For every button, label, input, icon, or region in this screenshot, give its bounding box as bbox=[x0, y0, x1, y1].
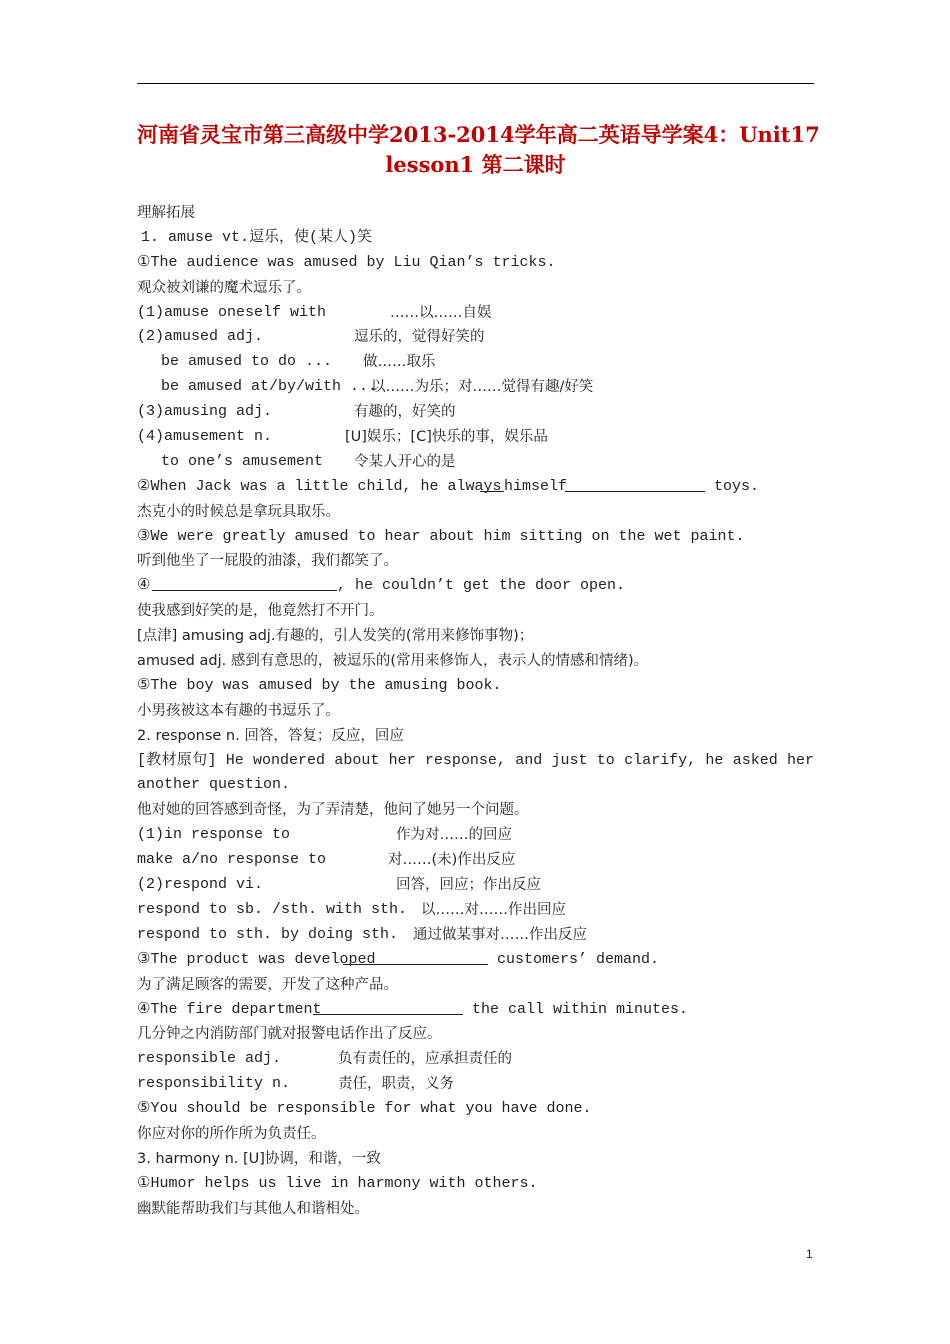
page-title bbox=[137, 120, 820, 180]
translation: 杰克小的时候总是拿玩具取乐。 bbox=[137, 503, 340, 520]
vocab-heading: 2. response n. 回答，答复；反应，回应 bbox=[137, 727, 404, 744]
translation: 为了满足顾客的需要，开发了这种产品。 bbox=[137, 976, 398, 993]
translation: 几分钟之内消防部门就对报警电话作出了反应。 bbox=[137, 1026, 442, 1043]
phrase-row: (3)amusing adj. 有趣的，好笑的 bbox=[137, 403, 456, 421]
translation: 观众被刘谦的魔术逗乐了。 bbox=[137, 279, 311, 296]
textbook-quote: [教材原句] He wondered about her response, and just to clarify, he asked her bbox=[137, 751, 814, 769]
vocab-heading: 3. harmony n. [U]协调，和谐，一致 bbox=[137, 1150, 381, 1167]
phrase-row: respond to sth. by doing sth. 通过做某事对……作出反应 bbox=[137, 925, 587, 943]
phrase-row: (1)in response to 作为对……的回应 bbox=[137, 826, 512, 844]
translation: 小男孩被这本有趣的书逗乐了。 bbox=[137, 702, 340, 719]
page-number: 1 bbox=[806, 1247, 813, 1261]
example-sentence: ①The audience was amused by Liu Qian’s tricks. bbox=[137, 253, 556, 271]
note: [点津] amusing adj.有趣的，引人发笑的(常用来修饰事物)； bbox=[137, 628, 534, 645]
document-body bbox=[137, 201, 817, 1222]
phrase-row: to one’s amusement 令某人开心的是 bbox=[161, 452, 456, 470]
title-line-2: lesson1 第二课时 bbox=[385, 152, 566, 177]
textbook-quote-cont: another question. bbox=[137, 776, 291, 794]
phrase-row: be amused at/by/with ... 以……为乐；对……觉得有趣/好笑 bbox=[161, 378, 594, 396]
header-rule bbox=[137, 83, 814, 84]
answer-blank bbox=[480, 475, 504, 492]
exercise-sentence: ④ , he couldn’t get the door open. bbox=[137, 574, 817, 599]
translation: 他对她的回答感到奇怪，为了弄清楚，他问了她另一个问题。 bbox=[137, 802, 529, 819]
example-sentence: ③We were greatly amused to hear about him sitting on the wet paint. bbox=[137, 527, 745, 545]
answer-blank bbox=[313, 998, 463, 1015]
title-line-1: 河南省灵宝市第三高级中学2013-2014学年高二英语导学案4：Unit17 bbox=[137, 122, 820, 147]
answer-blank bbox=[152, 574, 337, 591]
translation: 幽默能帮助我们与其他人和谐相处。 bbox=[137, 1200, 369, 1217]
phrase-row: responsible adj. 负有责任的，应承担责任的 bbox=[137, 1050, 512, 1068]
answer-blank bbox=[565, 475, 705, 492]
section-heading: 理解拓展 bbox=[137, 205, 195, 221]
phrase-row: make a/no response to 对……(未)作出反应 bbox=[137, 851, 516, 869]
translation: 你应对你的所作所为负责任。 bbox=[137, 1125, 326, 1142]
phrase-row: (2)amused adj. 逗乐的，觉得好笑的 bbox=[137, 328, 485, 346]
translation: 听到他坐了一屁股的油漆，我们都笑了。 bbox=[137, 553, 398, 570]
phrase-row: respond to sb. /sth. with sth. 以……对……作出回应 bbox=[137, 900, 566, 918]
example-sentence: ⑤The boy was amused by the amusing book. bbox=[137, 676, 502, 694]
vocab-heading: 1. amuse vt.逗乐，使(某人)笑 bbox=[141, 228, 373, 246]
phrase-row: responsibility n. 责任，职责，义务 bbox=[137, 1075, 454, 1093]
exercise-sentence: ③The product was developed customers’ demand. bbox=[137, 948, 817, 973]
exercise-sentence: ④The fire department the call within minutes. bbox=[137, 998, 817, 1023]
phrase-row: be amused to do ... 做……取乐 bbox=[161, 353, 436, 371]
phrase-row: (4)amusement n. [U]娱乐；[C]快乐的事，娱乐品 bbox=[137, 428, 548, 446]
note: amused adj. 感到有意思的，被逗乐的(常用来修饰人，表示人的情感和情绪)。 bbox=[137, 653, 649, 670]
example-sentence: ⑤You should be responsible for what you have done. bbox=[137, 1100, 592, 1118]
translation: 使我感到好笑的是，他竟然打不开门。 bbox=[137, 603, 384, 620]
example-sentence: ①Humor helps us live in harmony with others. bbox=[137, 1174, 538, 1192]
phrase-row: (2)respond vi. 回答，回应；作出反应 bbox=[137, 876, 541, 894]
phrase-row: (1)amuse oneself with ……以……自娱 bbox=[137, 303, 492, 321]
exercise-sentence: ②When Jack was a little child, he always himself toys. bbox=[137, 475, 817, 500]
answer-blank bbox=[343, 948, 488, 965]
